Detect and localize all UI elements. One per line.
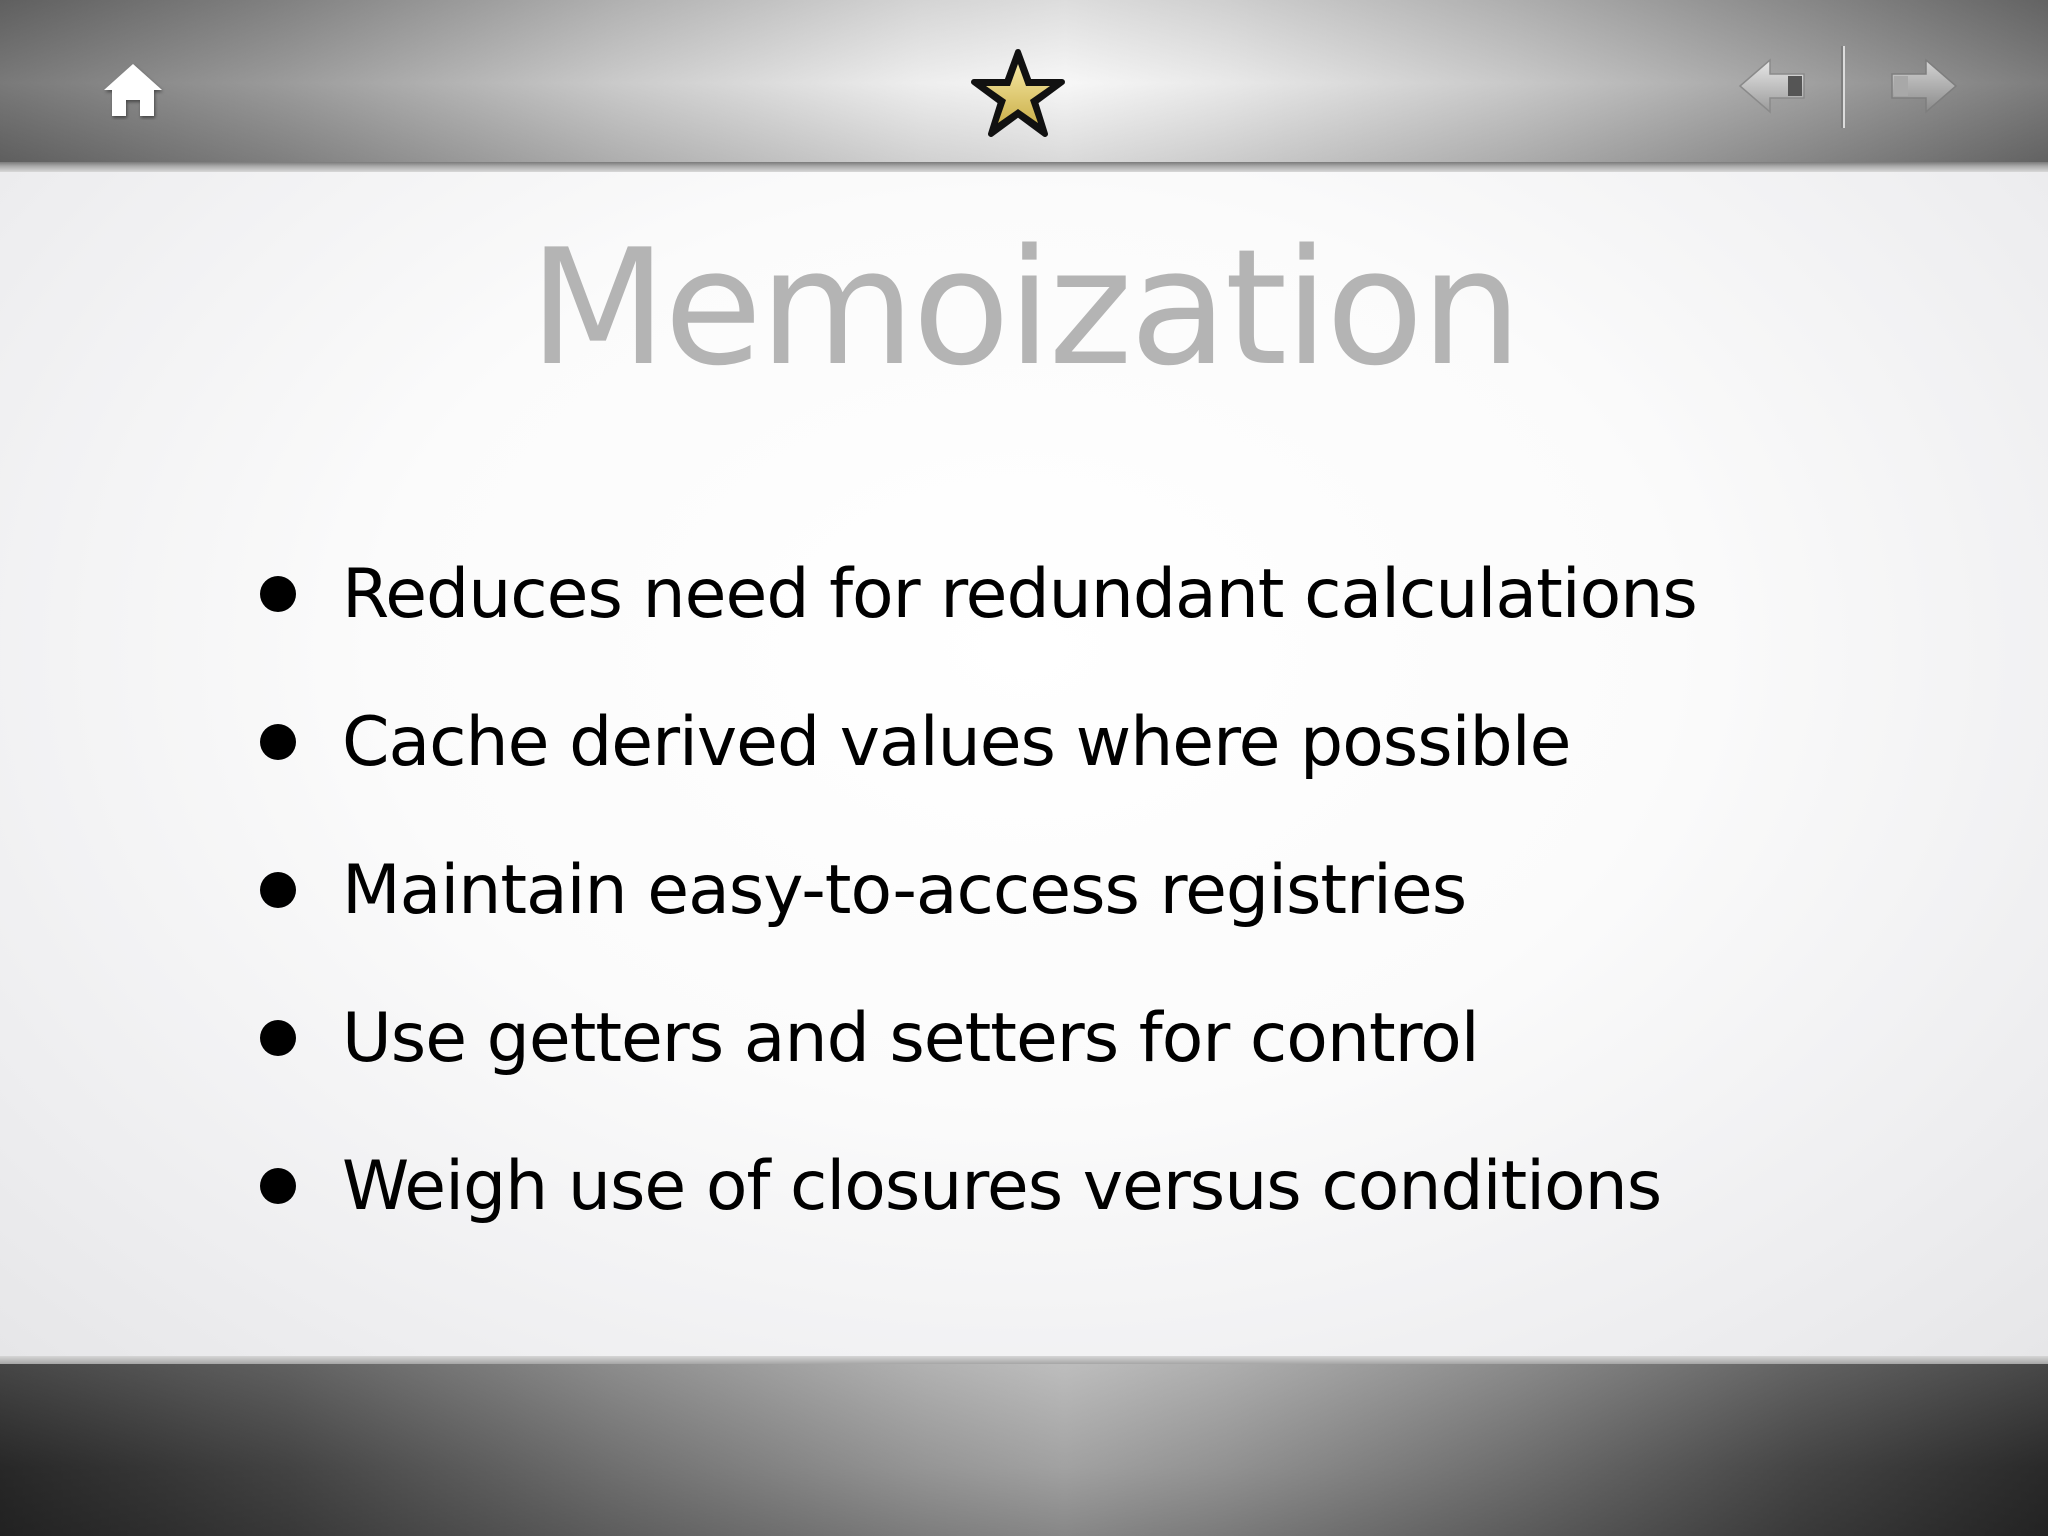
bullet-item [250, 964, 1950, 1112]
bullet-dot [260, 872, 296, 908]
bullet-list [250, 520, 1950, 1260]
slide-title: Memoization [528, 214, 1520, 401]
bullet-dot [260, 724, 296, 760]
nav-divider [1840, 46, 1846, 128]
bullet-item [250, 668, 1950, 816]
bullet-dot [260, 1168, 296, 1204]
bottom-toolbar [0, 1364, 2048, 1536]
bullet-text: Cache derived values where possible [342, 702, 1571, 782]
bullet-dot [260, 1020, 296, 1056]
top-toolbar-edge [0, 162, 2048, 172]
star-button[interactable] [968, 48, 1068, 138]
arrow-left-icon [1736, 56, 1816, 116]
star-icon [968, 48, 1068, 138]
bullet-item [250, 520, 1950, 668]
bullet-text: Use getters and setters for control [342, 998, 1479, 1078]
bullet-text: Weigh use of closures versus conditions [342, 1146, 1662, 1226]
bullet-text: Reduces need for redundant calculations [342, 554, 1697, 634]
next-slide-button[interactable] [1880, 56, 1960, 116]
bullet-item [250, 1112, 1950, 1260]
arrow-right-icon [1880, 56, 1960, 116]
home-button[interactable] [100, 60, 166, 120]
bullet-item [250, 816, 1950, 964]
bullet-dot [260, 576, 296, 612]
home-icon [100, 60, 166, 120]
previous-slide-button[interactable] [1736, 56, 1816, 116]
bullet-text: Maintain easy-to-access registries [342, 850, 1467, 930]
